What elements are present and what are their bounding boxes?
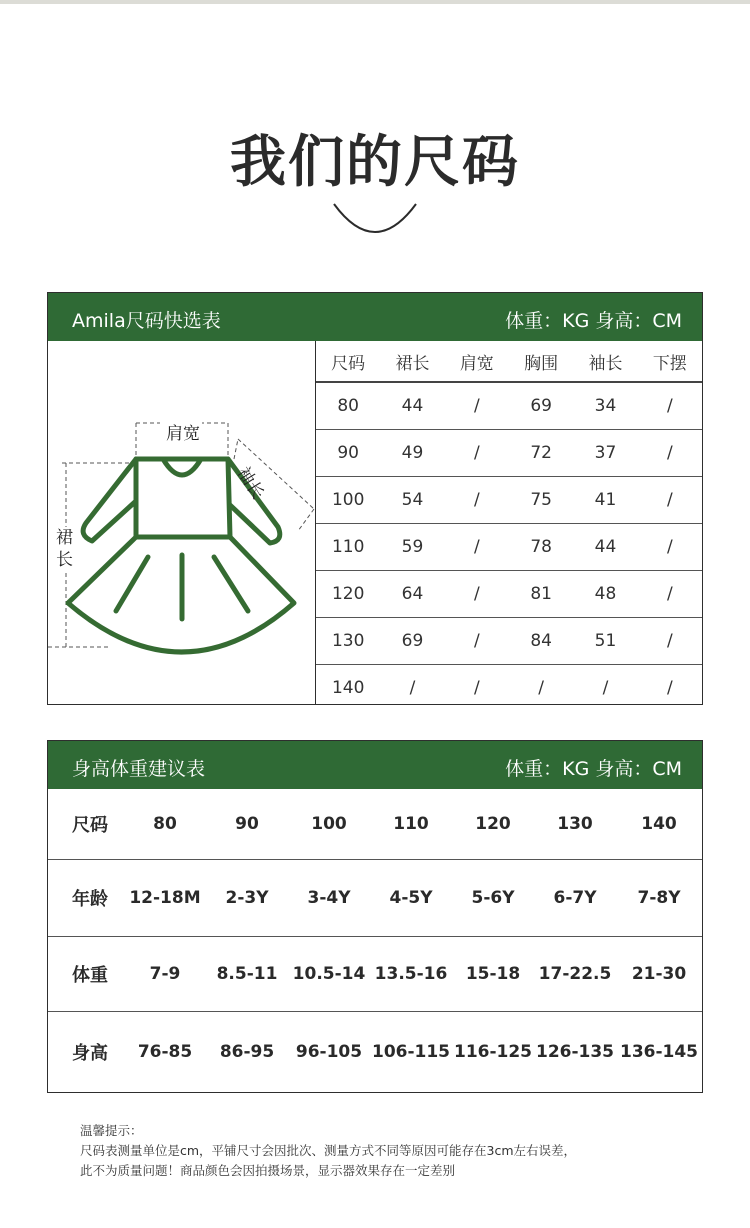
size-chart-units: 体重：KG 身高：CM bbox=[505, 310, 682, 332]
table-cell: / bbox=[445, 430, 509, 477]
table-row bbox=[316, 665, 702, 712]
table-cell: 90 bbox=[316, 430, 380, 477]
row-label: 体重 bbox=[48, 937, 124, 1012]
table-cell: 84 bbox=[509, 618, 573, 665]
row-label: 身高 bbox=[72, 1043, 108, 1064]
table-cell: 81 bbox=[509, 571, 573, 618]
table-cell: / bbox=[445, 382, 509, 430]
column-header: 尺码 bbox=[316, 341, 380, 382]
table-cell: 86-95 bbox=[219, 1042, 275, 1062]
table-cell: / bbox=[445, 571, 509, 618]
table-row bbox=[316, 382, 702, 430]
table-row bbox=[316, 477, 702, 524]
table-cell: 4-5Y bbox=[370, 860, 452, 937]
table-cell: 64 bbox=[380, 571, 444, 618]
table-row bbox=[316, 571, 702, 618]
table-row bbox=[316, 430, 702, 477]
column-header: 袖长 bbox=[573, 341, 637, 382]
table-cell: 13.5-16 bbox=[370, 937, 452, 1012]
table-cell: / bbox=[638, 382, 702, 430]
table-cell: 120 bbox=[316, 571, 380, 618]
table-cell: 110 bbox=[370, 789, 452, 860]
table-cell: 120 bbox=[452, 789, 534, 860]
table-cell: 10.5-14 bbox=[288, 937, 370, 1012]
table-cell: / bbox=[638, 430, 702, 477]
sleeve-length-label: 袖长 bbox=[232, 463, 268, 504]
table-cell: 100 bbox=[288, 789, 370, 860]
table-cell: / bbox=[409, 678, 416, 698]
table-cell: 106-115 bbox=[371, 1042, 451, 1062]
size-chart-header bbox=[48, 293, 702, 341]
table-cell: / bbox=[638, 618, 702, 665]
table-cell: 130 bbox=[534, 789, 616, 860]
column-header: 胸围 bbox=[509, 341, 573, 382]
table-cell: 96-105 bbox=[295, 1042, 363, 1062]
table-cell: 90 bbox=[206, 789, 288, 860]
title-arc-decoration bbox=[330, 200, 420, 240]
table-cell: 140 bbox=[616, 789, 702, 860]
size-chart-table bbox=[316, 341, 702, 711]
table-cell: / bbox=[538, 678, 545, 698]
table-cell: 110 bbox=[316, 524, 380, 571]
table-cell: / bbox=[473, 678, 480, 698]
table-cell: 72 bbox=[509, 430, 573, 477]
table-cell: 41 bbox=[573, 477, 637, 524]
tips-line: 尺码表测量单位是cm，平铺尺寸会因批次、测量方式不同等原因可能存在3cm左右误差， bbox=[80, 1143, 577, 1158]
table-cell: 140 bbox=[331, 678, 365, 698]
table-cell: 15-18 bbox=[452, 937, 534, 1012]
table-cell: / bbox=[445, 477, 509, 524]
table-cell: 78 bbox=[509, 524, 573, 571]
table-cell: / bbox=[638, 477, 702, 524]
page-title: 我们的尺码 bbox=[230, 130, 520, 195]
table-cell: 12-18M bbox=[124, 860, 206, 937]
table-cell: / bbox=[602, 678, 609, 698]
table-cell: 21-30 bbox=[616, 937, 702, 1012]
table-cell: / bbox=[445, 524, 509, 571]
table-cell: 7-8Y bbox=[616, 860, 702, 937]
table-cell: 3-4Y bbox=[288, 860, 370, 937]
table-cell: 130 bbox=[316, 618, 380, 665]
table-row bbox=[48, 860, 702, 937]
height-weight-panel bbox=[47, 740, 703, 1093]
column-header: 肩宽 bbox=[445, 341, 509, 382]
table-cell: 116-125 bbox=[453, 1042, 533, 1062]
table-cell: 51 bbox=[573, 618, 637, 665]
table-cell: / bbox=[638, 524, 702, 571]
row-label: 尺码 bbox=[48, 789, 124, 860]
height-weight-table bbox=[48, 789, 702, 1092]
table-cell: 6-7Y bbox=[534, 860, 616, 937]
size-chart-header-row bbox=[316, 341, 702, 382]
table-cell: 5-6Y bbox=[452, 860, 534, 937]
size-chart-title: Amila尺码快选表 bbox=[72, 310, 221, 332]
row-label: 年龄 bbox=[48, 860, 124, 937]
table-cell: 80 bbox=[316, 382, 380, 430]
column-header: 下摆 bbox=[638, 341, 702, 382]
table-row bbox=[316, 618, 702, 665]
height-weight-units: 体重：KG 身高：CM bbox=[505, 758, 682, 780]
table-cell: 49 bbox=[380, 430, 444, 477]
dress-measurement-diagram bbox=[48, 341, 316, 705]
dress-illustration bbox=[48, 341, 315, 705]
table-cell: 44 bbox=[380, 382, 444, 430]
table-cell: 7-9 bbox=[124, 937, 206, 1012]
table-cell: 48 bbox=[573, 571, 637, 618]
table-row bbox=[48, 937, 702, 1012]
tips-heading: 温馨提示： bbox=[80, 1123, 143, 1138]
table-cell: 44 bbox=[573, 524, 637, 571]
shoulder-width-label: 肩宽 bbox=[164, 419, 202, 444]
tips-line: 此不为质量问题！商品颜色会因拍摄场景，显示器效果存在一定差别 bbox=[80, 1163, 456, 1178]
table-cell: 34 bbox=[573, 382, 637, 430]
height-weight-title: 身高体重建议表 bbox=[72, 758, 206, 780]
table-row bbox=[48, 1012, 702, 1093]
table-cell: 2-3Y bbox=[206, 860, 288, 937]
size-chart-panel bbox=[47, 292, 703, 705]
table-row bbox=[316, 524, 702, 571]
table-cell: 76-85 bbox=[137, 1042, 193, 1062]
table-cell: 69 bbox=[509, 382, 573, 430]
column-header: 裙长 bbox=[380, 341, 444, 382]
table-cell: 8.5-11 bbox=[206, 937, 288, 1012]
table-cell: 126-135 bbox=[535, 1042, 615, 1062]
tips-note bbox=[80, 1121, 576, 1181]
table-cell: 136-145 bbox=[619, 1042, 699, 1062]
table-cell: / bbox=[445, 618, 509, 665]
table-cell: 17-22.5 bbox=[534, 937, 616, 1012]
table-cell: 54 bbox=[380, 477, 444, 524]
table-cell: 80 bbox=[124, 789, 206, 860]
table-cell: 37 bbox=[573, 430, 637, 477]
top-divider bbox=[0, 0, 750, 4]
table-cell: / bbox=[638, 571, 702, 618]
table-row bbox=[48, 789, 702, 860]
table-cell: / bbox=[666, 678, 673, 698]
table-cell: 59 bbox=[380, 524, 444, 571]
skirt-length-label: 裙长 bbox=[56, 528, 73, 570]
table-cell: 69 bbox=[380, 618, 444, 665]
table-cell: 100 bbox=[316, 477, 380, 524]
height-weight-header bbox=[48, 741, 702, 789]
table-cell: 75 bbox=[509, 477, 573, 524]
